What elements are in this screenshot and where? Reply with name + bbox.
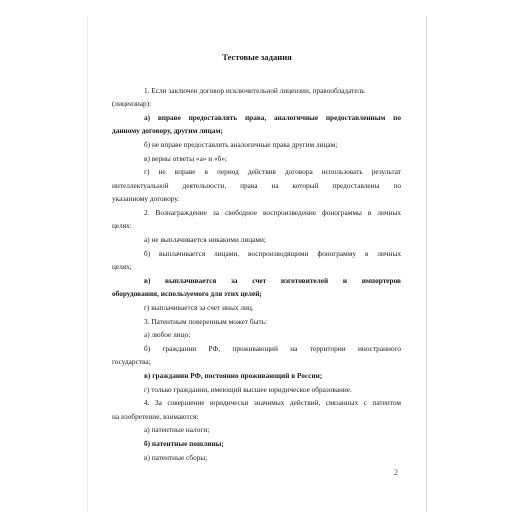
text-line-19: а) любое лицо; xyxy=(144,330,191,339)
text-line-6: в) верны ответы «а» и «б»; xyxy=(144,154,228,163)
text-line-21: государства; xyxy=(112,357,151,366)
text-line-1: 1. Если заключен договор исключительной лицензии, правообладатель xyxy=(144,86,365,95)
text-line-9: указанному договору. xyxy=(112,194,180,203)
page-number: 2 xyxy=(394,468,398,477)
text-line-7: г) не вправе в период действия договора использовать результат xyxy=(144,167,401,176)
text-line-2: (лицензиар): xyxy=(112,99,152,108)
text-line-18: 3. Патентным поверенным может быть: xyxy=(144,317,268,326)
text-line-14: целях; xyxy=(112,262,132,271)
text-line-10: 2. Вознаграждение за свободное воспроизведение фонограммы в личных xyxy=(144,208,401,217)
text-line-13: б) выплачивается лицами, воспроизводящими фонограмму в личных xyxy=(144,249,401,258)
document-page xyxy=(88,16,426,512)
text-line-23: г) только граждании, имеющий высшее юридическое образование. xyxy=(144,385,352,394)
text-line-26: а) патентные налоги; xyxy=(144,425,210,434)
text-line-22: в) гражданин РФ, постоянно проживающий в России; xyxy=(144,371,323,380)
text-line-12: а) не выплачивается никакими лицами; xyxy=(144,235,266,244)
text-line-8: интеллектуальной деятельности, права на который предоставлены по xyxy=(112,181,401,190)
text-line-28: в) патентные сборы; xyxy=(144,453,208,462)
text-line-20: б) граждании РФ, проживающий на территории иностранного xyxy=(144,344,401,353)
document-title: Тестовые задания xyxy=(222,52,292,62)
text-line-27: б) патентные пошлины; xyxy=(144,439,224,448)
text-line-25: на изобретение, взимаются: xyxy=(112,412,199,421)
text-line-24: 4. За совершение юридически значимых действий, связанных с патентом xyxy=(144,398,401,407)
text-line-17: г) выплачивается за счет иных лиц. xyxy=(144,303,254,312)
text-line-4: данному договору, другим лицам; xyxy=(112,126,223,135)
text-line-16: оборудования, используемого для этих целей; xyxy=(112,289,262,298)
text-line-11: целях: xyxy=(112,221,132,230)
text-line-3: а) вправе предоставлять права, аналогичные предоставленным по xyxy=(144,113,401,122)
text-line-15: в) выплачивается за счет изготовителей и импортеров xyxy=(144,276,401,285)
text-line-5: б) не вправе предоставлять аналогичные права другим лицам; xyxy=(144,140,338,149)
